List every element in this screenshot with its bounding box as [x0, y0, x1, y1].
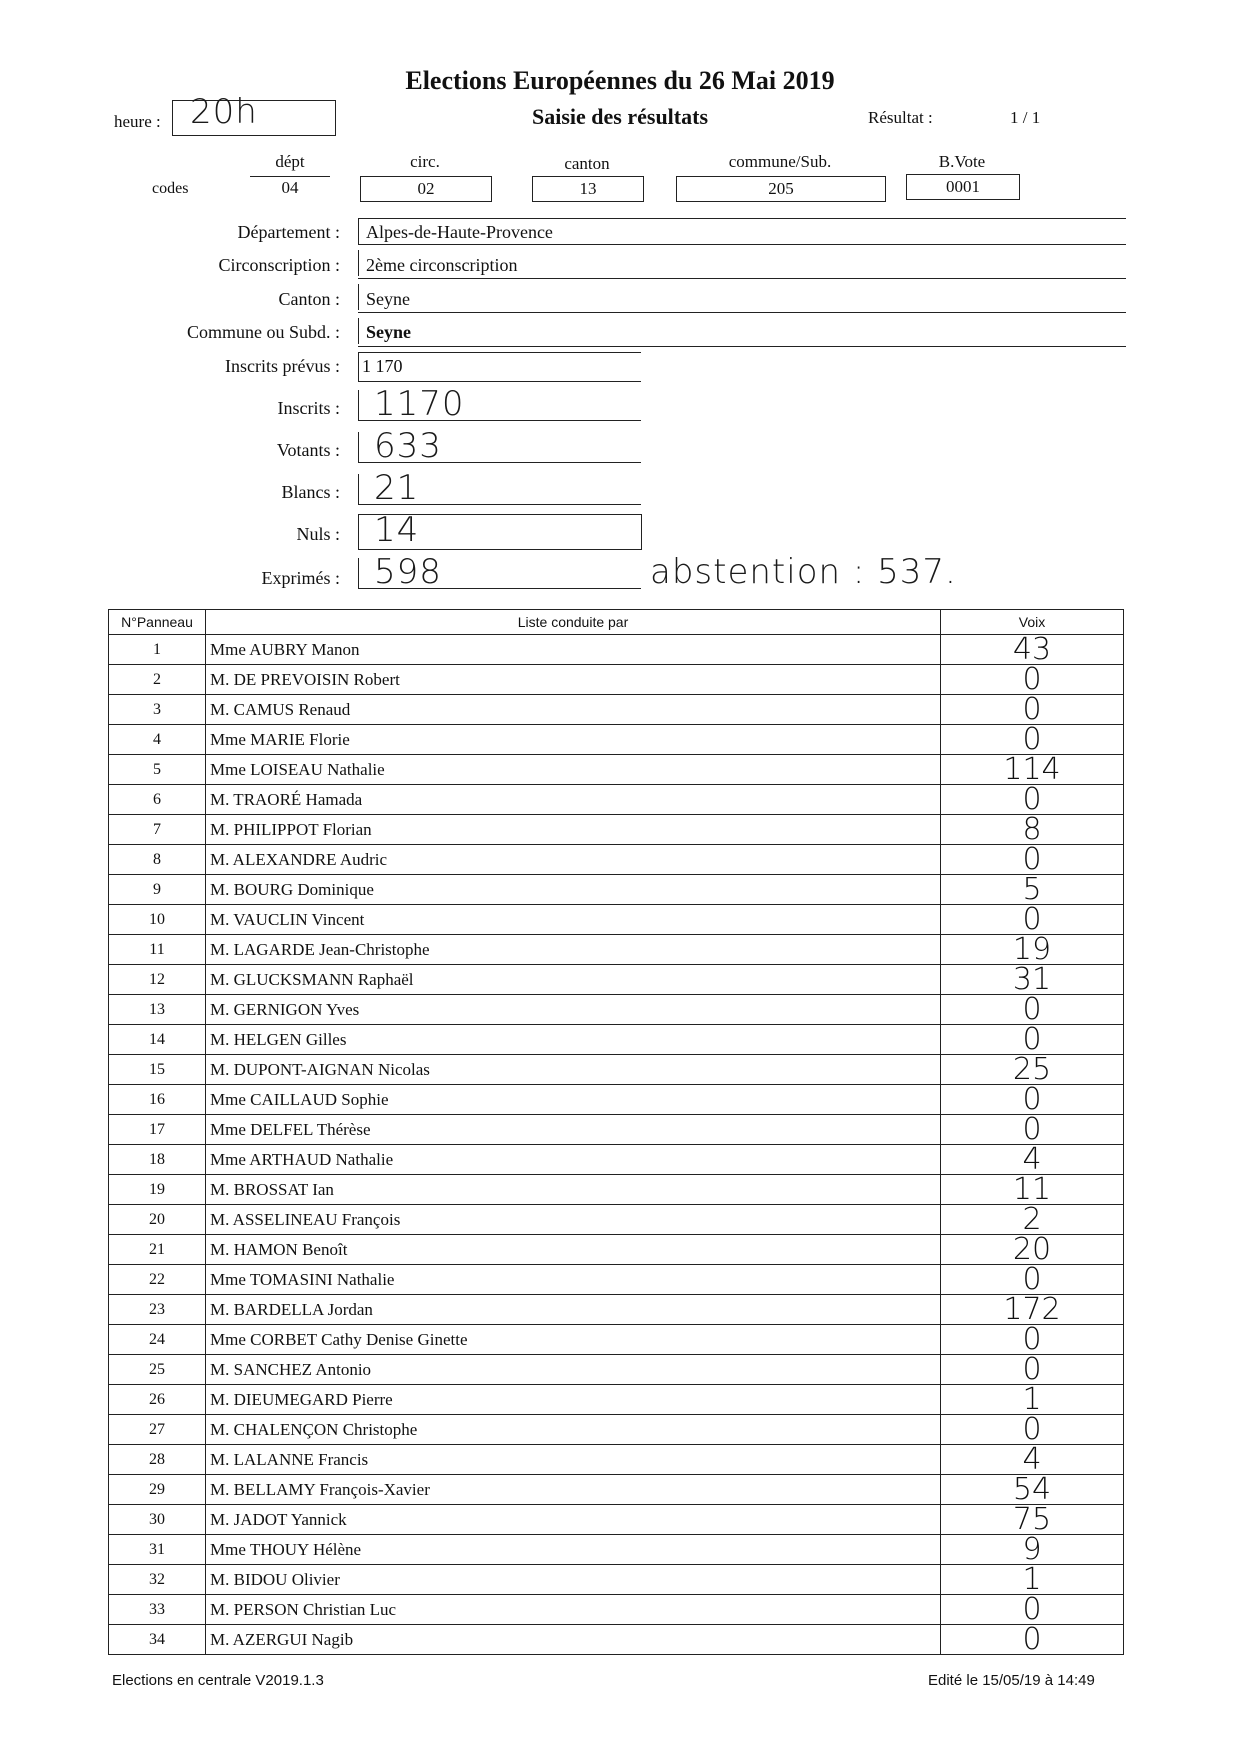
voix-value[interactable]: 4 — [941, 1445, 1124, 1475]
canton-vbar — [358, 284, 359, 310]
footer-edited-date: Edité le 15/05/19 à 14:49 — [928, 1672, 1095, 1689]
dept-value: 04 — [281, 178, 299, 197]
voix-value[interactable]: 0 — [941, 1025, 1124, 1055]
heure-label: heure : — [114, 112, 161, 131]
voix-value[interactable]: 172 — [941, 1295, 1124, 1325]
table-row — [109, 845, 1124, 875]
list-leader-name: Mme THOUY Hélène — [206, 1535, 941, 1565]
table-row — [109, 755, 1124, 785]
voix-value[interactable]: 43 — [941, 635, 1124, 665]
panneau-number: 20 — [109, 1205, 206, 1235]
blancs-value: 21 — [374, 468, 420, 508]
voix-value[interactable]: 75 — [941, 1505, 1124, 1535]
nuls-value: 14 — [374, 510, 420, 550]
table-row — [109, 1385, 1124, 1415]
table-row — [109, 1505, 1124, 1535]
panneau-number: 7 — [109, 815, 206, 845]
panneau-number: 19 — [109, 1175, 206, 1205]
list-leader-name: M. LAGARDE Jean-Christophe — [206, 935, 941, 965]
table-row — [109, 725, 1124, 755]
table-row — [109, 1205, 1124, 1235]
footer-version: Elections en centrale V2019.1.3 — [112, 1672, 324, 1689]
table-row — [109, 1265, 1124, 1295]
list-leader-name: M. BELLAMY François-Xavier — [206, 1475, 941, 1505]
list-leader-name: M. JADOT Yannick — [206, 1505, 941, 1535]
circonscription-value: 2ème circonscription — [366, 255, 518, 275]
col-voix-header: Voix — [941, 610, 1124, 635]
list-leader-name: M. BOURG Dominique — [206, 875, 941, 905]
list-leader-name: M. BROSSAT Ian — [206, 1175, 941, 1205]
list-leader-name: M. BIDOU Olivier — [206, 1565, 941, 1595]
departement-vbar — [358, 218, 359, 244]
voix-value[interactable]: 0 — [941, 995, 1124, 1025]
panneau-number: 8 — [109, 845, 206, 875]
dept-underline — [250, 176, 330, 177]
inscrits-prevus-label: Inscrits prévus : — [225, 356, 340, 376]
voix-value[interactable]: 0 — [941, 725, 1124, 755]
list-leader-name: Mme TOMASINI Nathalie — [206, 1265, 941, 1295]
votants-value: 633 — [374, 426, 442, 466]
inscrits-label: Inscrits : — [277, 398, 340, 418]
table-row — [109, 695, 1124, 725]
list-leader-name: M. PERSON Christian Luc — [206, 1595, 941, 1625]
circ-field[interactable]: 02 — [360, 176, 492, 202]
list-leader-name: M. DE PREVOISIN Robert — [206, 665, 941, 695]
voix-value[interactable]: 0 — [941, 1595, 1124, 1625]
panneau-number: 16 — [109, 1085, 206, 1115]
departement-label: Département : — [237, 222, 340, 242]
exprimes-label: Exprimés : — [261, 568, 340, 588]
table-row — [109, 995, 1124, 1025]
table-row — [109, 1145, 1124, 1175]
voix-value[interactable]: 0 — [941, 1355, 1124, 1385]
panneau-number: 22 — [109, 1265, 206, 1295]
voix-value[interactable]: 0 — [941, 1115, 1124, 1145]
bvote-field[interactable]: 0001 — [906, 174, 1020, 200]
voix-value[interactable]: 5 — [941, 875, 1124, 905]
list-leader-name: M. HAMON Benoît — [206, 1235, 941, 1265]
panneau-number: 33 — [109, 1595, 206, 1625]
list-leader-name: Mme DELFEL Thérèse — [206, 1115, 941, 1145]
panneau-number: 11 — [109, 935, 206, 965]
table-row — [109, 1295, 1124, 1325]
table-row — [109, 1415, 1124, 1445]
voix-value[interactable]: 0 — [941, 845, 1124, 875]
col-liste-header: Liste conduite par — [206, 610, 941, 635]
panneau-number: 30 — [109, 1505, 206, 1535]
voix-value[interactable]: 25 — [941, 1055, 1124, 1085]
list-leader-name: M. CAMUS Renaud — [206, 695, 941, 725]
list-leader-name: M. VAUCLIN Vincent — [206, 905, 941, 935]
panneau-number: 4 — [109, 725, 206, 755]
table-row — [109, 815, 1124, 845]
resultat-value: 1 / 1 — [1010, 108, 1041, 127]
table-row — [109, 1565, 1124, 1595]
canton-value: Seyne — [366, 289, 410, 309]
voix-value[interactable]: 19 — [941, 935, 1124, 965]
voix-value[interactable]: 1 — [941, 1385, 1124, 1415]
table-row — [109, 1325, 1124, 1355]
panneau-number: 12 — [109, 965, 206, 995]
abstention-note: abstention : 537. — [650, 552, 957, 592]
list-leader-name: M. ALEXANDRE Audric — [206, 845, 941, 875]
canton-code-field[interactable]: 13 — [532, 176, 644, 202]
voix-value[interactable]: 0 — [941, 785, 1124, 815]
list-leader-name: Mme LOISEAU Nathalie — [206, 755, 941, 785]
panneau-number: 10 — [109, 905, 206, 935]
voix-value[interactable]: 11 — [941, 1175, 1124, 1205]
panneau-number: 34 — [109, 1625, 206, 1655]
voix-value[interactable]: 0 — [941, 1085, 1124, 1115]
panneau-number: 31 — [109, 1535, 206, 1565]
list-leader-name: M. DUPONT-AIGNAN Nicolas — [206, 1055, 941, 1085]
list-leader-name: M. GLUCKSMANN Raphaël — [206, 965, 941, 995]
commune-label: Commune ou Subd. : — [186, 322, 340, 342]
table-row — [109, 1535, 1124, 1565]
table-row — [109, 1445, 1124, 1475]
list-leader-name: M. AZERGUI Nagib — [206, 1625, 941, 1655]
table-row — [109, 965, 1124, 995]
table-row — [109, 1475, 1124, 1505]
table-row — [109, 1595, 1124, 1625]
panneau-number: 23 — [109, 1295, 206, 1325]
voix-value[interactable]: 9 — [941, 1535, 1124, 1565]
table-row — [109, 665, 1124, 695]
panneau-number: 13 — [109, 995, 206, 1025]
exprimes-value: 598 — [374, 552, 442, 592]
panneau-number: 29 — [109, 1475, 206, 1505]
panneau-number: 28 — [109, 1445, 206, 1475]
voix-value[interactable]: 0 — [941, 1325, 1124, 1355]
panneau-number: 2 — [109, 665, 206, 695]
codes-label: codes — [152, 180, 189, 197]
list-leader-name: M. LALANNE Francis — [206, 1445, 941, 1475]
voix-value[interactable]: 8 — [941, 815, 1124, 845]
panneau-number: 9 — [109, 875, 206, 905]
panneau-number: 6 — [109, 785, 206, 815]
panneau-number: 27 — [109, 1415, 206, 1445]
table-row — [109, 1235, 1124, 1265]
departement-value: Alpes-de-Haute-Provence — [366, 222, 553, 242]
results-body — [109, 632, 1124, 1657]
panneau-number: 26 — [109, 1385, 206, 1415]
panneau-number: 21 — [109, 1235, 206, 1265]
canton-label: Canton : — [278, 289, 340, 309]
panneau-number: 3 — [109, 695, 206, 725]
voix-value[interactable]: 0 — [941, 1625, 1124, 1655]
list-leader-name: Mme AUBRY Manon — [206, 635, 941, 665]
page-subtitle: Saisie des résultats — [532, 104, 708, 129]
table-row — [109, 785, 1124, 815]
list-leader-name: M. SANCHEZ Antonio — [206, 1355, 941, 1385]
voix-value[interactable]: 114 — [941, 755, 1124, 785]
list-leader-name: Mme CAILLAUD Sophie — [206, 1085, 941, 1115]
table-row — [109, 935, 1124, 965]
circonscription-vbar — [358, 250, 359, 276]
panneau-number: 24 — [109, 1325, 206, 1355]
list-leader-name: M. HELGEN Gilles — [206, 1025, 941, 1055]
panneau-number: 25 — [109, 1355, 206, 1385]
list-leader-name: Mme ARTHAUD Nathalie — [206, 1145, 941, 1175]
panneau-number: 14 — [109, 1025, 206, 1055]
page-title: Elections Européennes du 26 Mai 2019 — [405, 66, 835, 95]
voix-value[interactable]: 54 — [941, 1475, 1124, 1505]
resultat-label: Résultat : — [868, 108, 933, 127]
voix-value[interactable]: 4 — [941, 1145, 1124, 1175]
table-row — [109, 1175, 1124, 1205]
list-leader-name: M. DIEUMEGARD Pierre — [206, 1385, 941, 1415]
table-row — [109, 1625, 1124, 1655]
departement-line-top — [358, 218, 1126, 219]
blancs-label: Blancs : — [281, 482, 340, 502]
list-leader-name: Mme CORBET Cathy Denise Ginette — [206, 1325, 941, 1355]
heure-value: 20h — [190, 92, 258, 132]
departement-line-bottom — [358, 244, 1126, 245]
circonscription-line — [358, 278, 1126, 279]
bvote-label: B.Vote — [938, 152, 986, 171]
panneau-number: 5 — [109, 755, 206, 785]
panneau-number: 32 — [109, 1565, 206, 1595]
commune-vbar — [358, 318, 359, 344]
voix-value[interactable]: 0 — [941, 1415, 1124, 1445]
voix-value[interactable]: 0 — [941, 665, 1124, 695]
panneau-number: 15 — [109, 1055, 206, 1085]
table-row — [109, 875, 1124, 905]
list-leader-name: M. ASSELINEAU François — [206, 1205, 941, 1235]
inscrits-value: 1170 — [374, 384, 465, 424]
voix-value[interactable]: 31 — [941, 965, 1124, 995]
inscrits-prevus-value: 1 170 — [362, 356, 403, 376]
table-row — [109, 1355, 1124, 1385]
list-leader-name: Mme MARIE Florie — [206, 725, 941, 755]
list-leader-name: M. PHILIPPOT Florian — [206, 815, 941, 845]
dept-label: dépt — [275, 152, 305, 171]
table-row — [109, 1025, 1124, 1055]
circ-label: circ. — [410, 152, 440, 171]
results-table — [108, 609, 1124, 1655]
commune-line — [358, 346, 1126, 347]
table-row — [109, 1115, 1124, 1145]
voix-value[interactable]: 20 — [941, 1235, 1124, 1265]
table-row — [109, 635, 1124, 665]
circonscription-label: Circonscription : — [218, 255, 340, 275]
list-leader-name: M. CHALENÇON Christophe — [206, 1415, 941, 1445]
votants-label: Votants : — [276, 440, 340, 460]
panneau-number: 17 — [109, 1115, 206, 1145]
commune-value: Seyne — [366, 322, 411, 342]
commune-code-field[interactable]: 205 — [676, 176, 886, 202]
panneau-number: 18 — [109, 1145, 206, 1175]
canton-code-label: canton — [564, 154, 610, 173]
col-panneau-header: N°Panneau — [109, 610, 206, 635]
table-row — [109, 905, 1124, 935]
commune-code-label: commune/Sub. — [728, 152, 832, 171]
nuls-label: Nuls : — [296, 524, 340, 544]
list-leader-name: M. TRAORÉ Hamada — [206, 785, 941, 815]
list-leader-name: M. BARDELLA Jordan — [206, 1295, 941, 1325]
list-leader-name: M. GERNIGON Yves — [206, 995, 941, 1025]
table-row — [109, 1085, 1124, 1115]
voix-value[interactable]: 2 — [941, 1205, 1124, 1235]
voix-value[interactable]: 0 — [941, 695, 1124, 725]
table-row — [109, 1055, 1124, 1085]
table-header-row — [109, 610, 1124, 635]
canton-line — [358, 312, 1126, 313]
voix-value[interactable]: 0 — [941, 905, 1124, 935]
voix-value[interactable]: 0 — [941, 1265, 1124, 1295]
panneau-number: 1 — [109, 635, 206, 665]
voix-value[interactable]: 1 — [941, 1565, 1124, 1595]
